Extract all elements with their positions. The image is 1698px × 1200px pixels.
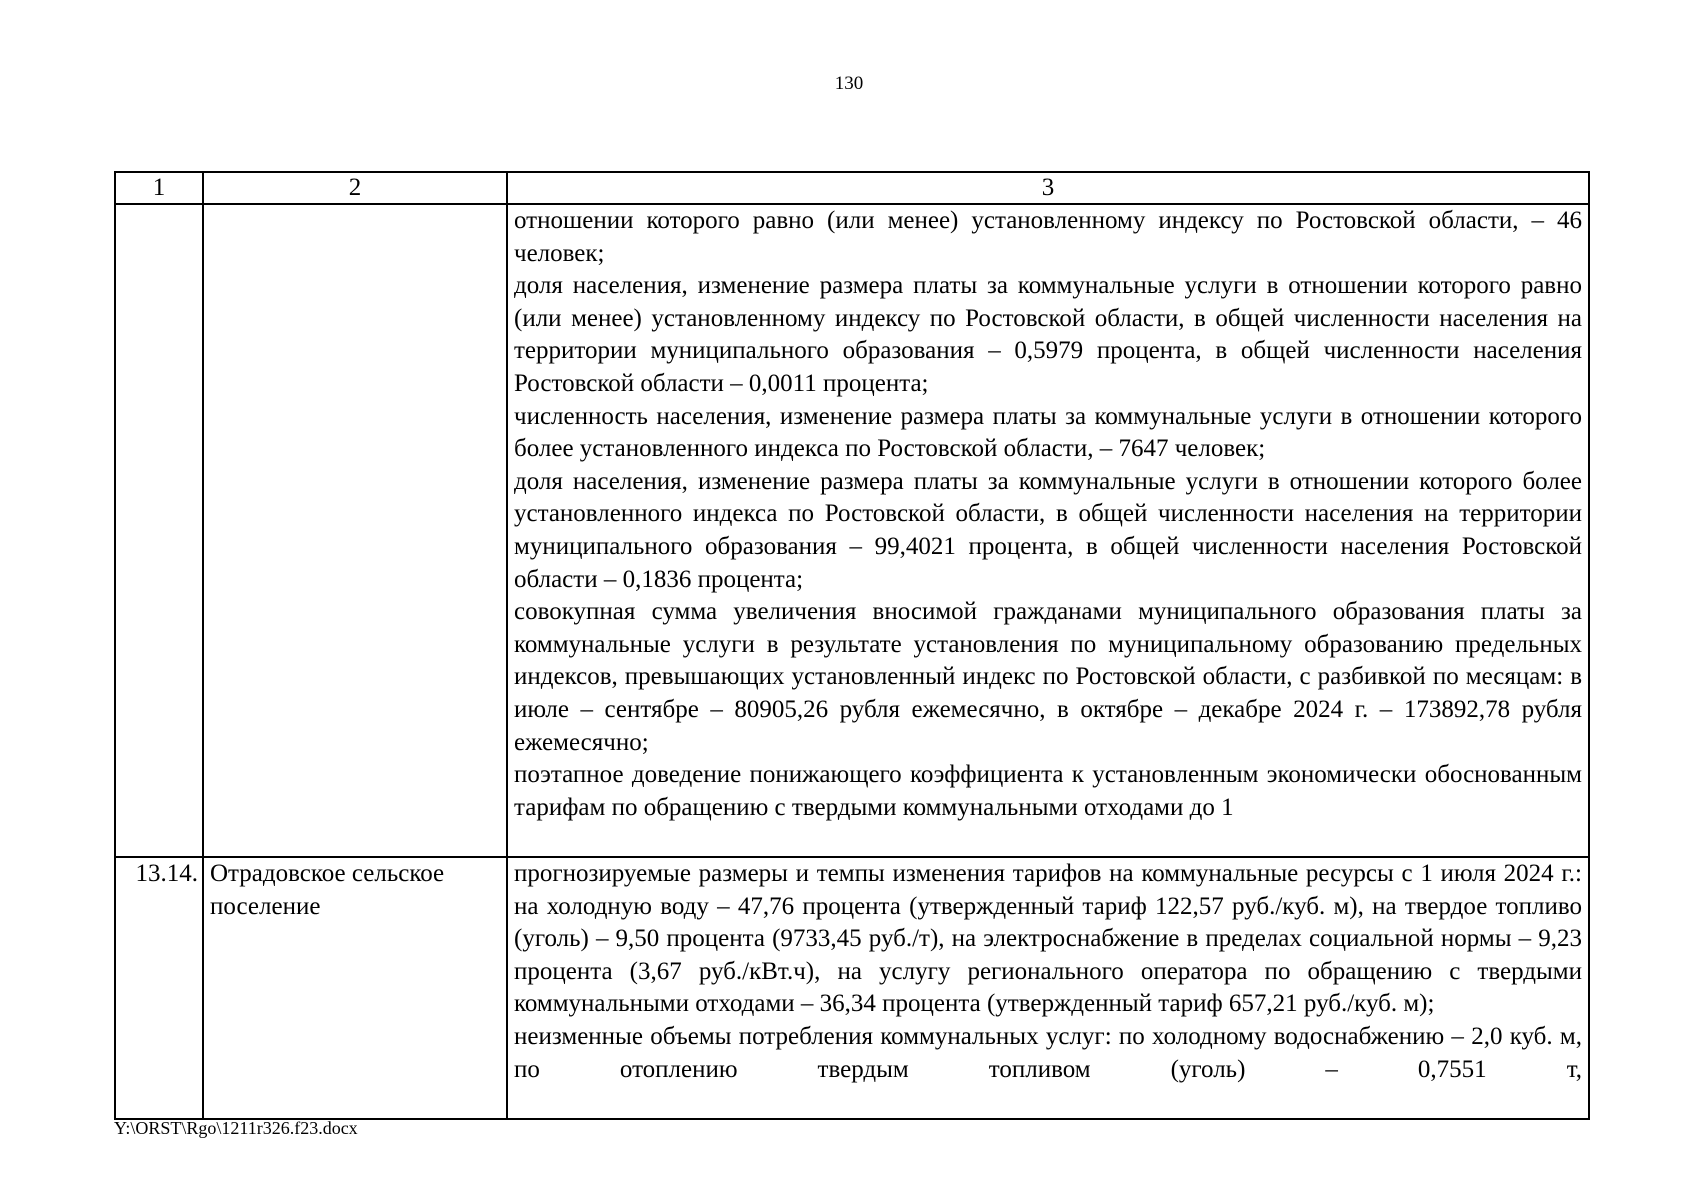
header-col-3: 3 bbox=[507, 172, 1589, 204]
row-number bbox=[115, 204, 203, 857]
header-col-2: 2 bbox=[203, 172, 507, 204]
paragraph: доля населения, изменение размера платы за коммунальные услуги в отношении которого более установленного индекса по Ростовской области, в общей численности населения на территории муниципального образования – 99,4021 процента, в общей численности населения Ростовской области – 0,1836 процента; bbox=[514, 467, 1582, 593]
paragraph: отношении которого равно (или менее) установленному индексу по Ростовской области, – 46 человек; bbox=[514, 207, 1582, 267]
description-cell bbox=[507, 857, 1589, 1119]
paragraph: неизменные объемы потребления коммунальных услуг: по холодному водоснабжению – 2,0 куб. м, по отоплению твердым топливом (уголь) – 0,7551 т, bbox=[514, 1022, 1582, 1083]
header-col-1: 1 bbox=[115, 172, 203, 204]
paragraph: совокупная сумма увеличения вносимой гражданами муниципального образования платы за коммунальные услуги в результате установления по муниципальному образованию предельных индексов, превышающих установленный индекс по Ростовской области, с разбивкой по месяцам: в июле – сентябре – 80905,26 рубля ежемесячно, в октябре – декабре 2024 г. – 173892,78 рубля ежемесячно; bbox=[514, 598, 1582, 756]
description-cell bbox=[507, 204, 1589, 857]
paragraph: поэтапное доведение понижающего коэффициента к установленным экономически обоснованным тарифам по обращению с твердыми коммунальными отходами до 1 bbox=[514, 761, 1582, 821]
paragraph: численность населения, изменение размера платы за коммунальные услуги в отношении которого более установленного индекса по Ростовской области, – 7647 человек; bbox=[514, 402, 1582, 463]
tariff-table bbox=[114, 171, 1590, 1120]
row-number: 13.14. bbox=[115, 857, 203, 1119]
table-row bbox=[115, 857, 1589, 1119]
paragraph: прогнозируемые размеры и темпы изменения тарифов на коммунальные ресурсы с 1 июля 2024 г.: на холодную воду – 47,76 процента (утвержденный тариф 122,57 руб./куб. м), на твердое топливо (уголь) – 9,50 процента (9733,45 руб./т), на электроснабжение в пределах социальной нормы – 9,23 процента (3,67 руб./кВт.ч), на услугу регионального оператора по обращению с твердыми коммунальными отходами – 36,34 процента (утвержденный тариф 657,21 руб./куб. м); bbox=[514, 860, 1582, 1018]
settlement-name: Отрадовское сельское поселение bbox=[203, 857, 507, 1119]
table-header-row bbox=[115, 172, 1589, 204]
table-row bbox=[115, 204, 1589, 857]
paragraph: доля населения, изменение размера платы за коммунальные услуги в отношении которого равно (или менее) установленному индексу по Ростовской области, в общей численности населения на территории муниципального образования – 0,5979 процента, в общей численности населения Ростовской области – 0,0011 процента; bbox=[514, 272, 1582, 397]
page-number: 130 bbox=[834, 73, 864, 94]
settlement-name bbox=[203, 204, 507, 857]
file-path-footer: Y:\ORST\Rgo\1211r326.f23.docx bbox=[114, 1118, 358, 1138]
